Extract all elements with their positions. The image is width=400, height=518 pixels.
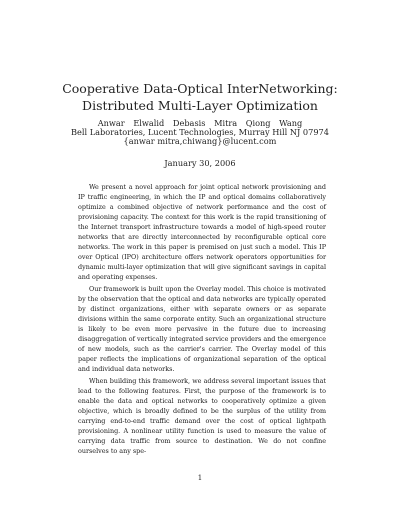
title-line-1: Cooperative Data-Optical InterNetworking: — [62, 81, 338, 96]
paper-date: January 30, 2006 — [164, 158, 236, 168]
author-name: Anwar Elwalid — [97, 118, 165, 128]
paper-title — [0, 80, 400, 114]
body-paragraph: When building this framework, we address several important issues that lead to the following features. First, the purpose of the framework is to enable the data and optical networks to cooperatively optimize a given objective, which is broadly defined to be the surplus of the utility from carrying end-to-end traffic demand over the cost of optical lightpath provisioning. A nonlinear utility function is used to measure the value of carrying data traffic from source to destination. We do not confine ourselves to any spe- — [78, 376, 326, 456]
author-email: {anwar mitra,chiwang}@lucent.com — [123, 136, 277, 146]
author-affiliation: Bell Laboratories, Lucent Technologies, Murray Hill NJ 07974 — [71, 127, 329, 137]
body-paragraph: We present a novel approach for joint optical network provisioning and IP traffic engineering, in which the IP and optical domains collaboratively optimize a combined objective of network performance and the cost of provisioning capacity. The context for this work is the rapid transitioning of the Internet transport infrastructure towards a model of high-speed router networks that are directly interconnected by reconfigurable optical core networks. The work in this paper is premised on just such a model. This IP over Optical (IPO) architecture offers network operators opportunities for dynamic multi-layer optimization that will give significant savings in capital and operating expenses. — [78, 183, 326, 282]
title-line-2: Distributed Multi-Layer Optimization — [82, 98, 318, 113]
body-paragraph: Our framework is built upon the Overlay model. This choice is motivated by the observation that the optical and data networks are typically operated by distinct organizations, either with separate owners or as separate divisions within the same corporate entity. Such an organizational structure is likely to be even more pervasive in the future due to increasing disaggregation of vertically integrated service providers and the emergence of new models, such as the carrier's carrier. The Overlay model of this paper reflects the implications of organizational separation of the optical and individual data networks. — [78, 284, 326, 374]
paper-body — [78, 182, 326, 458]
author-name: Qiong Wang — [245, 118, 303, 128]
author-name: Debasis Mitra — [172, 118, 238, 128]
page-number: 1 — [197, 474, 203, 482]
